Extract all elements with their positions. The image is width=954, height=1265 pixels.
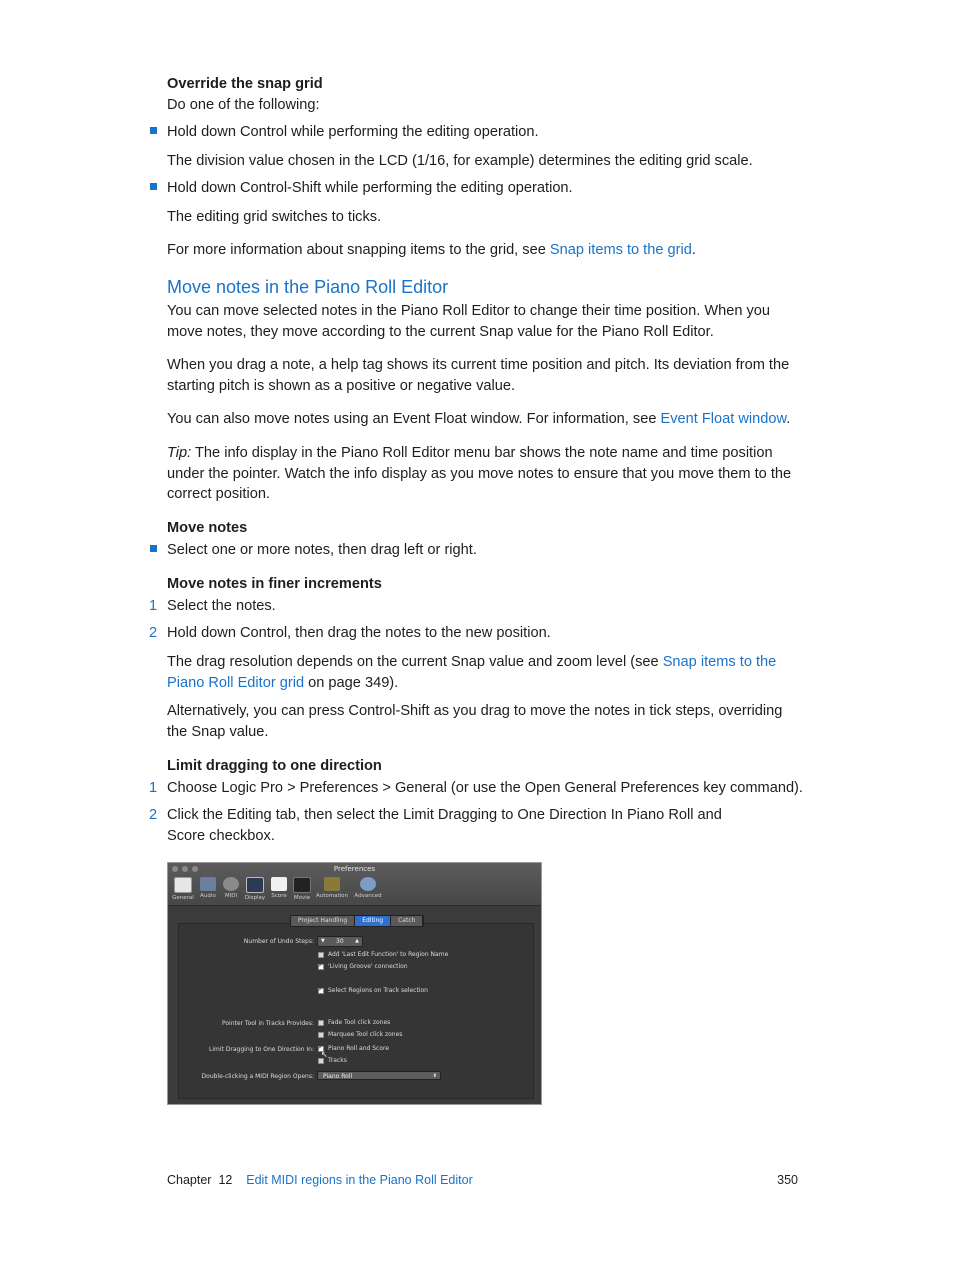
limit-step-1: Choose Logic Pro > Preferences > General (or use the Open General Preferences key command).	[167, 780, 803, 796]
bullet-marker	[150, 183, 157, 190]
toolbar-advanced[interactable]	[353, 877, 383, 899]
tip-paragraph	[167, 443, 797, 505]
section-paragraph-3	[167, 409, 797, 430]
select-regions-checkbox[interactable]	[318, 988, 324, 994]
undo-steps-value: 30	[336, 938, 344, 945]
bullet-marker	[150, 545, 157, 552]
bullet-marker	[150, 127, 157, 134]
marquee-tool-checkbox[interactable]	[318, 1032, 324, 1038]
finer-step-1: Select the notes.	[167, 598, 276, 614]
add-last-edit-label: Add 'Last Edit Function' to Region Name	[328, 951, 449, 958]
pointer-tool-label: Pointer Tool in Tracks Provides:	[221, 1020, 314, 1027]
tab-editing[interactable]: Editing	[355, 916, 391, 926]
tip-label: Tip:	[167, 445, 192, 461]
living-groove-label: 'Living Groove' connection	[328, 963, 408, 970]
move-notes-heading: Move notes	[167, 520, 248, 536]
section-paragraph-1: You can move selected notes in the Piano Roll Editor to change their time position. When you move notes, they move according to the current Snap value for the Piano Roll Editor.	[167, 303, 771, 340]
toolbar-label: Audio	[200, 893, 216, 899]
preferences-toolbar	[168, 863, 541, 906]
note1-prefix: The drag resolution depends on the current Snap value and zoom level (see	[167, 654, 663, 670]
override-bullet-1: Hold down Control while performing the editing operation.	[167, 124, 539, 140]
step-number: 1	[149, 780, 158, 796]
undo-steps-stepper[interactable]	[317, 936, 363, 947]
override-intro: Do one of the following:	[167, 97, 320, 113]
marquee-tool-label: Marquee Tool click zones	[328, 1031, 403, 1038]
more-info-suffix: .	[691, 242, 696, 258]
finer-note-2: Alternatively, you can press Control-Shift as you drag to move the notes in tick steps, overriding the Snap value.	[167, 703, 783, 740]
limit-dragging-label: Limit Dragging to One Direction In:	[208, 1046, 314, 1053]
toolbar-general[interactable]	[172, 877, 194, 901]
page-number: 350	[777, 1173, 798, 1187]
step-number: 1	[149, 598, 158, 614]
finer-note-1	[167, 652, 797, 693]
fade-tool-checkbox[interactable]	[318, 1020, 324, 1026]
tab-catch[interactable]: Catch	[391, 916, 423, 926]
toolbar-audio[interactable]	[197, 877, 219, 899]
toolbar-display[interactable]	[243, 877, 267, 901]
toolbar-label: General	[172, 895, 194, 901]
double-click-label: Double-clicking a MIDI Region Opens:	[201, 1073, 314, 1080]
preferences-window-screenshot	[167, 862, 542, 1105]
finer-heading: Move notes in finer increments	[167, 576, 382, 592]
general-icon	[174, 877, 192, 893]
living-groove-checkbox[interactable]	[318, 964, 324, 970]
section-paragraph-2: When you drag a note, a help tag shows its current time position and pitch. Its deviation from the starting pitch is shown as a positive or negative value.	[167, 357, 790, 394]
undo-steps-label: Number of Undo Steps:	[243, 938, 314, 945]
double-click-value: Piano Roll	[323, 1073, 353, 1080]
more-info-prefix: For more information about snapping items to the grid, see	[167, 242, 550, 258]
tab-project-handling[interactable]: Project Handling	[291, 916, 355, 926]
limit-heading: Limit dragging to one direction	[167, 758, 382, 774]
select-regions-label: Select Regions on Track selection	[328, 987, 428, 994]
midi-icon	[223, 877, 239, 891]
automation-icon	[324, 877, 340, 891]
display-icon	[246, 877, 264, 893]
toolbar-label: Automation	[315, 893, 349, 899]
stepper-up-icon: ▲	[355, 938, 359, 944]
advanced-gear-icon	[360, 877, 376, 891]
score-icon	[271, 877, 287, 891]
override-bullet-2-note: The editing grid switches to ticks.	[167, 209, 382, 225]
toolbar-midi[interactable]	[220, 877, 242, 899]
double-click-popup[interactable]	[317, 1071, 441, 1080]
step-number: 2	[149, 807, 158, 823]
piano-roll-score-label: Piano Roll and Score	[328, 1045, 390, 1052]
move-notes-bullet: Select one or more notes, then drag left or right.	[167, 542, 477, 558]
more-info-line	[167, 240, 696, 261]
fade-tool-label: Fade Tool click zones	[328, 1019, 391, 1026]
movie-icon	[293, 877, 311, 893]
audio-icon	[200, 877, 216, 891]
snap-piano-roll-grid-link[interactable]: Snap items to the Piano Roll Editor grid	[167, 654, 777, 691]
chapter-number: 12	[218, 1173, 233, 1187]
stepper-down-icon: ▼	[321, 938, 325, 944]
toolbar-label: Advanced	[354, 893, 382, 899]
add-last-edit-checkbox[interactable]	[318, 952, 324, 958]
popup-chevron-icon: ⬍	[432, 1073, 437, 1079]
tracks-label: Tracks	[328, 1057, 347, 1064]
toolbar-movie[interactable]	[291, 877, 313, 901]
toolbar-automation[interactable]	[314, 877, 350, 899]
footer-chapter	[167, 1173, 473, 1187]
override-heading: Override the snap grid	[167, 76, 323, 92]
toolbar-label: Display	[244, 895, 266, 901]
p3-suffix: .	[786, 411, 791, 427]
toolbar-label: Score	[271, 893, 287, 899]
chapter-label: Chapter	[167, 1173, 212, 1187]
step-number: 2	[149, 625, 158, 641]
override-bullet-1-note: The division value chosen in the LCD (1/16, for example) determines the editing grid scale.	[167, 153, 753, 169]
note1-suffix: on page 349).	[304, 674, 399, 691]
preferences-tabs	[290, 915, 424, 927]
toolbar-score[interactable]	[269, 877, 289, 899]
preferences-title: Preferences	[333, 865, 376, 873]
snap-grid-link[interactable]: Snap items to the grid	[549, 242, 692, 258]
tip-text: The info display in the Piano Roll Editor menu bar shows the note name and time position under the pointer. Watch the info display as you move notes to ensure that you move them to the correct position.	[167, 445, 792, 503]
override-bullet-2: Hold down Control-Shift while performing the editing operation.	[167, 180, 573, 196]
p3-prefix: You can also move notes using an Event Float window. For information, see	[167, 411, 661, 427]
pointer-cursor-icon: ↖	[321, 1050, 328, 1059]
event-float-link[interactable]: Event Float window	[660, 411, 787, 427]
section-title: Move notes in the Piano Roll Editor	[167, 277, 449, 297]
finer-step-2: Hold down Control, then drag the notes to the new position.	[167, 625, 551, 641]
toolbar-label: Movie	[293, 895, 311, 901]
limit-step-2: Click the Editing tab, then select the Limit Dragging to One Direction In Piano Roll and Score checkbox.	[167, 807, 722, 844]
chapter-title-link[interactable]: Edit MIDI regions in the Piano Roll Editor	[246, 1173, 473, 1187]
toolbar-label: MIDI	[224, 893, 238, 899]
